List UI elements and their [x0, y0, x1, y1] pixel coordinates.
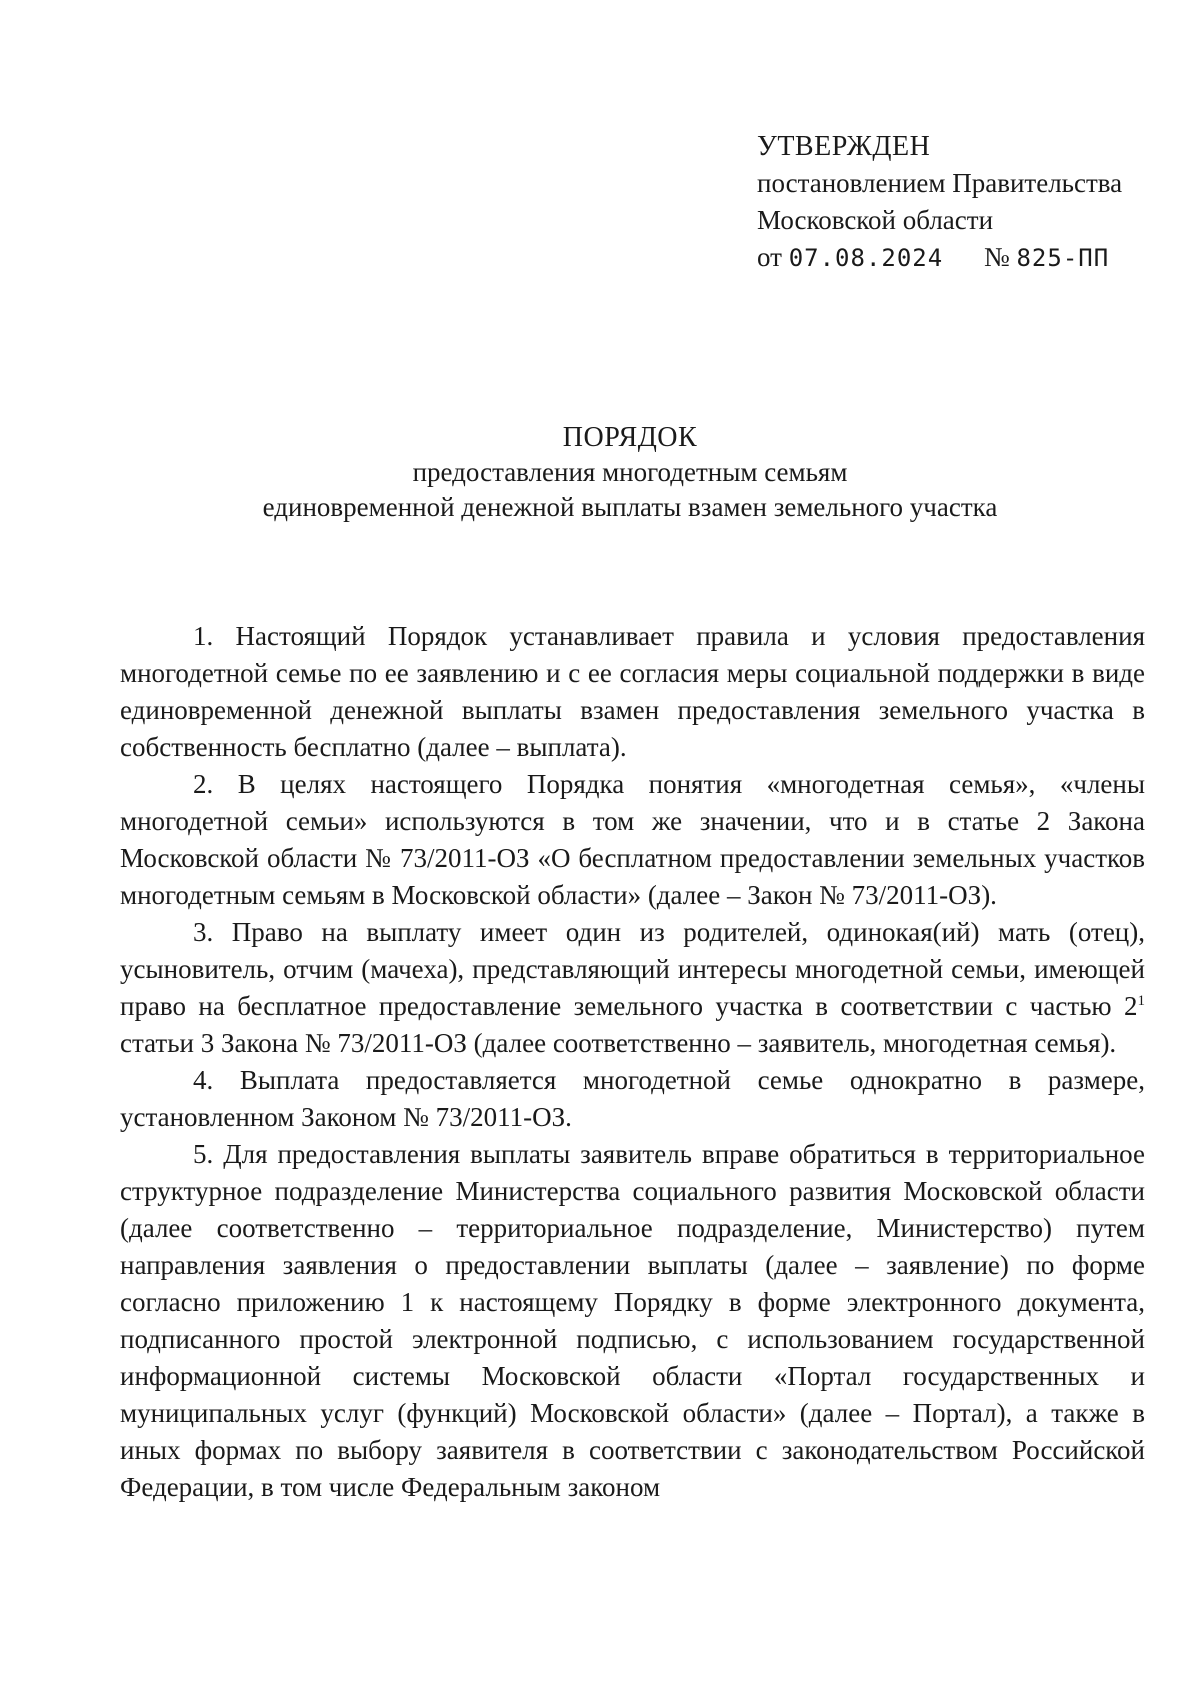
paragraph-3	[120, 914, 1145, 1062]
number-sign: №	[983, 242, 1010, 272]
approval-line-1: постановлением Правительства	[757, 168, 1123, 198]
paragraph-1: 1. Настоящий Порядок устанавливает правила и условия предоставления многодетной семье по ее заявлению и с ее согласия меры социальной поддержки в виде единовременной денежной выплаты взамен предоставления земельного участка в собственность бесплатно (далее – выплата).	[120, 621, 1145, 762]
approval-line-2: Московской области	[757, 205, 994, 235]
paragraph-2: 2. В целях настоящего Порядка понятия «многодетная семья», «члены многодетной семьи» используются в том же значении, что и в статье 2 Закона Московской области № 73/2011-ОЗ «О бесплатном предоставлении земельных участков многодетным семьям в Московской области» (далее – Закон № 73/2011-ОЗ).	[120, 769, 1145, 910]
approval-stamp-block	[757, 128, 1122, 277]
approval-heading: УТВЕРЖДЕН	[757, 131, 931, 162]
document-title-block	[0, 420, 1200, 525]
approval-date-line	[757, 239, 1122, 277]
paragraph-5: 5. Для предоставления выплаты заявитель вправе обратиться в территориальное структурное подразделение Министерства социального развития Московской области (далее соответственно – территориальное подразделение, Министерство) путем направления заявления о предоставлении выплаты (далее – заявление) по форме согласно приложению 1 к настоящему Порядку в форме электронного документа, подписанного простой электронной подписью, с использованием государственной информационной системы Московской области «Портал государственных и муниципальных услуг (функций) Московской области» (далее – Портал), а также в иных формах по выбору заявителя в соответствии с законодательством Российской Федерации, в том числе Федеральным законом	[120, 1139, 1145, 1502]
document-body	[120, 618, 1145, 1506]
document-title: ПОРЯДОК	[562, 422, 698, 453]
paragraph-4: 4. Выплата предоставляется многодетной семье однократно в размере, установленном Законом № 73/2011-ОЗ.	[120, 1065, 1145, 1132]
date-prefix: от	[757, 242, 782, 272]
document-subtitle-2: единовременной денежной выплаты взамен земельного участка	[262, 492, 998, 522]
document-subtitle-1: предоставления многодетным семьям	[412, 457, 848, 487]
paragraph-3-text-b: статьи 3 Закона № 73/2011-ОЗ (далее соответственно – заявитель, многодетная семья).	[120, 1028, 1117, 1058]
approval-number: 825-ПП	[1016, 244, 1110, 272]
paragraph-3-text-a: 3. Право на выплату имеет один из родителей, одинокая(ий) мать (отец), усыновитель, отчим (мачеха), представляющий интересы многодетной семьи, имеющей право на бесплатное предоставление земельного участка в соответствии с частью 2	[120, 917, 1145, 1021]
approval-date: 07.08.2024	[788, 244, 944, 272]
paragraph-3-superscript: 1	[1137, 993, 1145, 1009]
